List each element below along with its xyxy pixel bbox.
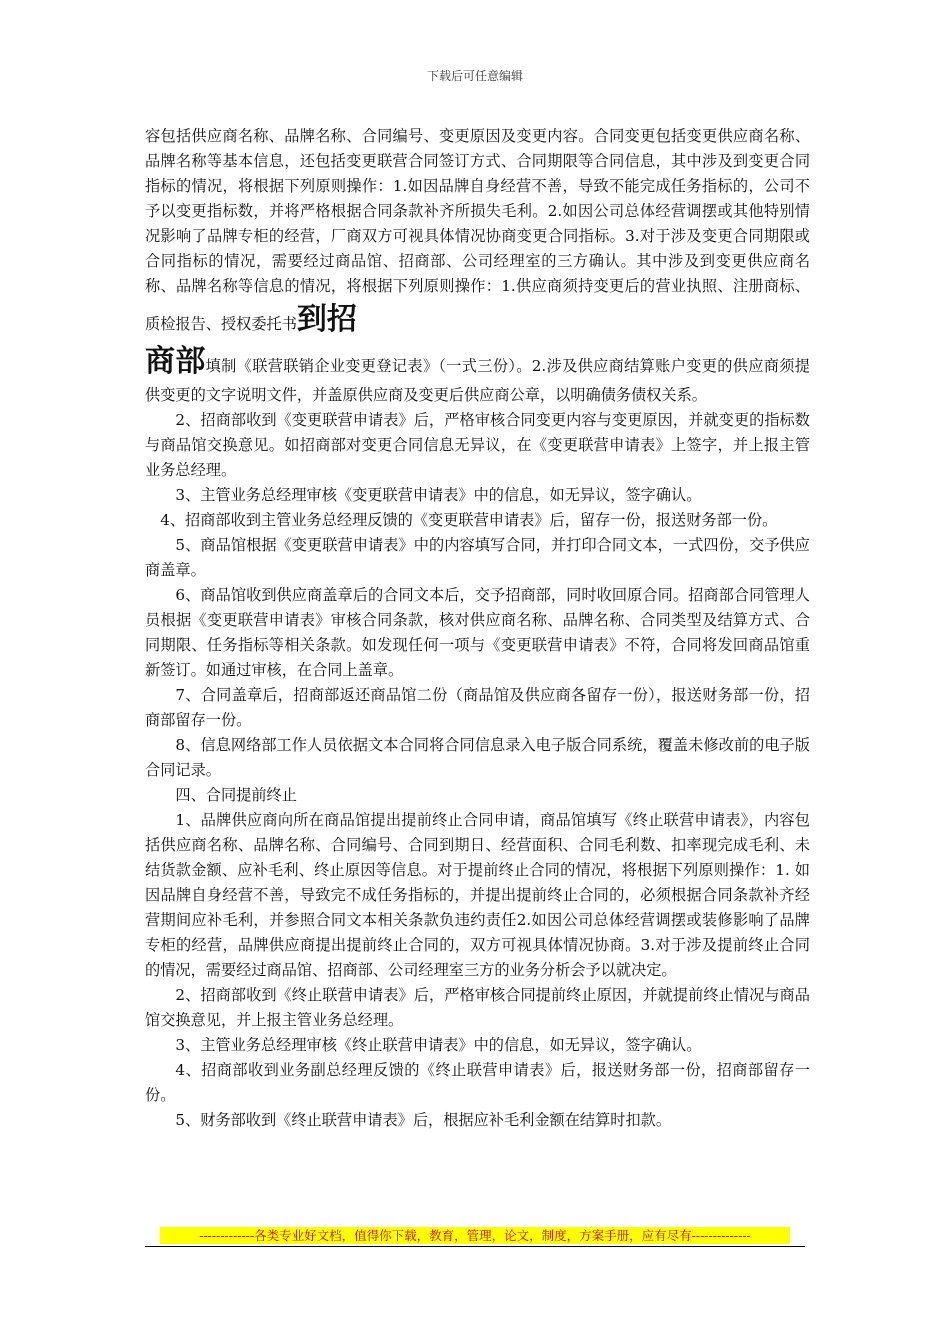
intro-emphasis-1: 到招 [296,302,357,337]
paragraph-termination-1: 1、品牌供应商向所在商品馆提出提前终止合同申请，商品馆填写《终止联营申请表》，内容包括供应商名称、品牌名称、合同编号、合同到期日、经营面积、合同毛利数、扣率现完成毛利、未结货款金额、应补毛利、终止原因等信息。对于提前终止合同的情况，将根据下列原则操作：1. 如因品牌自身经营不善，导致完不成任务指标的，并提出提前终止合同的，必须根据合同条款补齐经营期间应补毛利，并参照合同文本相关条款负违约责任2.如因公司总体经营调摆或装修影响了品牌专柜的经营，品牌供应商提出提前终止合同的，双方可视具体情况协商。3.对于涉及提前终止合同的情况，需要经过商品馆、招商部、公司经理室三方的业务分析会予以就决定。 [145,811,810,979]
intro-paragraph [145,124,810,408]
paragraph-change-4: 4、招商部收到主管业务总经理反馈的《变更联营申请表》后，留存一份，报送财务部一份。 [160,511,778,529]
paragraph-change-2: 2、招商部收到《变更联营申请表》后，严格审核合同变更内容与变更原因，并就变更的指标数与商品馆交换意见。如招商部对变更合同信息无异议，在《变更联营申请表》上签字，并上报主管业务总经理。 [145,411,810,479]
paragraph-termination-3: 3、主管业务总经理审核《终止联营申请表》中的信息，如无异议，签字确认。 [175,1036,702,1054]
section-heading-termination: 四、合同提前终止 [175,786,297,804]
paragraph-change-6: 6、商品馆收到供应商盖章后的合同文本后，交予招商部，同时收回原合同。招商部合同管理人员根据《变更联营申请表》审核合同条款，核对供应商名称、品牌名称、合同类型及结算方式、合同期限、任务指标等相关条款。如发现任何一项与《变更联营申请表》不符，合同将发回商品馆重新签订。如通过审核，在合同上盖章。 [145,586,810,679]
paragraph-termination-4: 4、招商部收到业务副总经理反馈的《终止联营申请表》后，报送财务部一份，招商部留存一份。 [145,1061,810,1104]
footer-banner: -------------各类专业好文档，值得你下载，教育，管理，论文，制度，方案手册，应有尽有-------------- [160,1227,790,1244]
intro-text-part2: 填制《联营联销企业变更登记表》（一式三份）。2.涉及供应商结算账户变更的供应商须提供变更的文字说明文件，并盖原供应商及变更后供应商公章，以明确债务债权关系。 [145,357,810,404]
paragraph-change-8: 8、信息网络部工作人员依据文本合同将合同信息录入电子版合同系统，覆盖未修改前的电子版合同记录。 [145,736,810,779]
footer-divider [145,1246,805,1247]
paragraph-change-5: 5、商品馆根据《变更联营申请表》中的内容填写合同，并打印合同文本，一式四份，交予供应商盖章。 [145,536,810,579]
document-body [145,124,810,1133]
paragraph-termination-2: 2、招商部收到《终止联营申请表》后，严格审核合同提前终止原因，并就提前终止情况与商品馆交换意见，并上报主管业务总经理。 [145,986,810,1029]
intro-text-part1: 容包括供应商名称、品牌名称、合同编号、变更原因及变更内容。合同变更包括变更供应商名称、品牌名称等基本信息，还包括变更联营合同签订方式、合同期限等合同信息，其中涉及到变更合同指标的情况，将根据下列原则操作：1.如因品牌自身经营不善，导致不能完成任务指标的，公司不予以变更指标数，并将严格根据合同条款补齐所损失毛利。2.如因公司总体经营调摆或其他特别情况影响了品牌专柜的经营，厂商双方可视具体情况协商变更合同指标。3.对于涉及变更合同期限或合同指标的情况，需要经过商品馆、招商部、公司经理室的三方确认。其中涉及到变更供应商名称、品牌名称等信息的情况，将根据下列原则操作：1.供应商须持变更后的营业执照、注册商标、质检报告、授权委托书 [145,127,810,333]
paragraph-termination-5: 5、财务部收到《终止联营申请表》后，根据应补毛利金额在结算时扣款。 [175,1111,672,1129]
header-note: 下载后可任意编辑 [426,69,523,83]
paragraph-change-3: 3、主管业务总经理审核《变更联营申请表》中的信息，如无异议，签字确认。 [175,486,702,504]
intro-emphasis-2: 商部 [145,344,206,379]
paragraph-change-7: 7、合同盖章后，招商部返还商品馆二份（商品馆及供应商各留存一份），报送财务部一份，招商部留存一份。 [145,686,810,729]
